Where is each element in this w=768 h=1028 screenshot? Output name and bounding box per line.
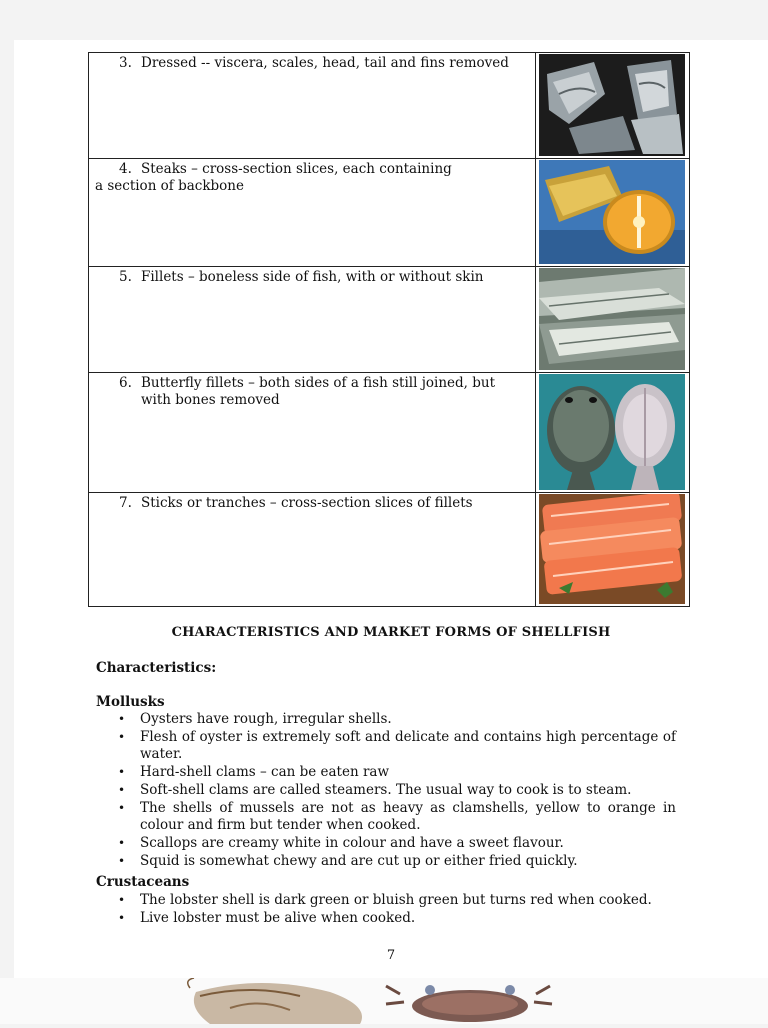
fish-market-forms-table [88, 52, 690, 607]
list-item: • Soft-shell clams are called steamers. The usual way to cook is to steam. [118, 782, 632, 798]
table-row [89, 267, 690, 373]
market-form-text: Butterfly fillets – both sides of a fish still joined, but [141, 375, 495, 391]
market-form-text: Steaks – cross-section slices, each containing [141, 161, 452, 177]
market-form-description: 4. Steaks – cross-section slices, each containing a section of backbone [89, 159, 536, 267]
table-row [89, 373, 690, 493]
bullet-icon: • [118, 893, 126, 907]
characteristics-heading: Characteristics: [96, 660, 217, 676]
bullet-icon: • [118, 783, 126, 797]
mollusks-heading: Mollusks [96, 694, 165, 710]
list-item: • Live lobster must be alive when cooked. [118, 910, 416, 926]
market-form-text-continued: a section of backbone [95, 178, 244, 194]
list-item: • Oysters have rough, irregular shells. [118, 711, 392, 727]
bullet-icon: • [118, 854, 126, 868]
market-form-text-continued: with bones removed [141, 392, 280, 408]
crustaceans-heading: Crustaceans [96, 874, 190, 890]
fish-fillets-image [536, 267, 690, 373]
list-item: • Squid is somewhat chewy and are cut up or either fried quickly. [118, 853, 578, 869]
list-item: • The shells of mussels are not as heavy as clamshells, yellow to orange in colour and firm but tender when cooked. [118, 800, 676, 833]
table-row [89, 53, 690, 159]
market-form-text: Dressed -- viscera, scales, head, tail and fins removed [141, 55, 509, 71]
fish-sticks-image [536, 493, 690, 607]
bullet-icon: • [118, 911, 126, 925]
market-form-description: 7. Sticks or tranches – cross-section slices of fillets [89, 493, 536, 607]
market-form-description: 6. Butterfly fillets – both sides of a fish still joined, but with bones removed [89, 373, 536, 493]
mollusks-list [96, 711, 676, 871]
section-title: CHARACTERISTICS AND MARKET FORMS OF SHELLFISH [171, 625, 611, 640]
page-number: 7 [386, 948, 396, 963]
list-item: • Scallops are creamy white in colour and have a sweet flavour. [118, 835, 564, 851]
butterfly-fillet-image [536, 373, 690, 493]
table-row [89, 159, 690, 267]
bullet-icon: • [118, 765, 126, 779]
market-form-text: Fillets – boneless side of fish, with or without skin [141, 269, 484, 285]
dressed-fish-image [536, 53, 690, 159]
bullet-icon: • [118, 836, 126, 850]
market-form-text: Sticks or tranches – cross-section slices of fillets [141, 495, 473, 511]
market-form-description: 5. Fillets – boneless side of fish, with or without skin [89, 267, 536, 373]
bullet-icon: • [118, 730, 126, 744]
crustaceans-list [96, 892, 676, 928]
fish-steaks-image [536, 159, 690, 267]
list-item: • Hard-shell clams – can be eaten raw [118, 764, 390, 780]
table-row [89, 493, 690, 607]
bullet-icon: • [118, 712, 126, 726]
list-item: • Flesh of oyster is extremely soft and delicate and contains high percentage of water. [118, 729, 676, 762]
footer-seafood-illustration [0, 978, 768, 1024]
document-page [14, 40, 768, 980]
bullet-icon: • [118, 801, 126, 815]
market-form-description: 3. Dressed -- viscera, scales, head, tail and fins removed [89, 53, 536, 159]
list-item: • The lobster shell is dark green or bluish green but turns red when cooked. [118, 892, 652, 908]
